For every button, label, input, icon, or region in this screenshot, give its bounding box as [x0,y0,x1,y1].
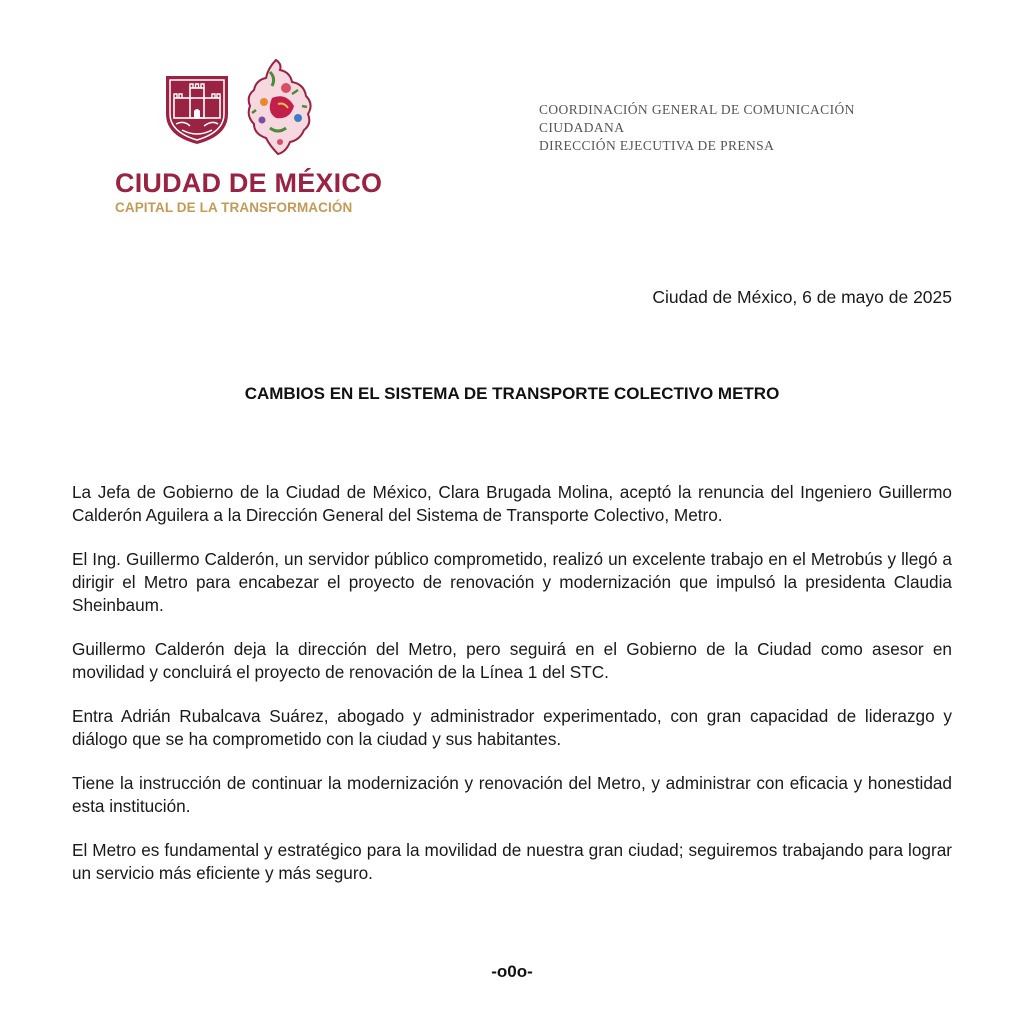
office-line-1: COORDINACIÓN GENERAL DE COMUNICACIÓN [539,102,855,117]
paragraph: Guillermo Calderón deja la dirección del Metro, pero seguirá en el Gobierno de la Ciudad como asesor en movilidad y concluirá el proyecto de renovación de la Línea 1 del STC. [72,639,952,683]
brand-tagline: CAPITAL DE LA TRANSFORMACIÓN [115,200,353,215]
closing-mark: -o0o- [491,962,533,981]
office-header [539,101,919,155]
paragraph: Entra Adrián Rubalcava Suárez, abogado y administrador experimentado, con gran capacidad de liderazgo y diálogo que se ha comprometido con la ciudad y sus habitantes. [72,705,952,750]
paragraph: El Metro es fundamental y estratégico para la movilidad de nuestra gran ciudad; seguiremos trabajando para lograr un servicio más eficiente y más seguro. [72,839,952,883]
dateline: Ciudad de México, 6 de mayo de 2025 [652,287,952,307]
paragraph: La Jefa de Gobierno de la Ciudad de México, Clara Brugada Molina, aceptó la renuncia del Ingeniero Guillermo Calderón Aguilera a la Dirección General del Sistema de Transporte Colectivo, Metro. [72,482,952,526]
headline: CAMBIOS EN EL SISTEMA DE TRANSPORTE COLECTIVO METRO [244,384,780,403]
paragraph: Tiene la instrucción de continuar la modernización y renovación del Metro, y administrar con eficacia y honestidad esta institución. [72,772,952,817]
paragraph: El Ing. Guillermo Calderón, un servidor público comprometido, realizó un excelente trabajo en el Metrobús y llegó a dirigir el Metro para encabezar el proyecto de renovación y modernización que impulsó la presidenta Claudia Sheinbaum. [72,548,952,616]
office-line-2: CIUDADANA [539,120,625,135]
office-line-3: DIRECCIÓN EJECUTIVA DE PRENSA [539,138,775,153]
brand-name: CIUDAD DE MÉXICO [115,168,383,198]
cdmx-map-icon [242,58,318,158]
press-release-body [72,481,952,906]
city-shield-icon [164,74,230,146]
cdmx-logo [112,58,383,218]
